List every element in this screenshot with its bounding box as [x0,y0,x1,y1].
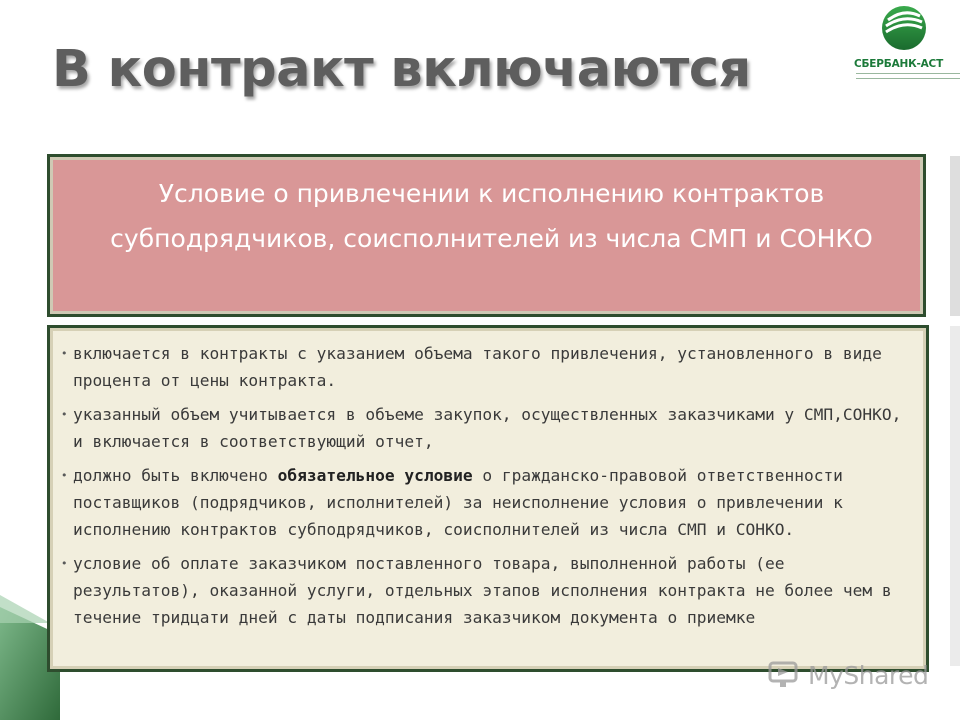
bullet-dot-icon: • [61,347,68,360]
watermark-text: MyShared [808,660,929,690]
myshared-logo-icon [768,660,802,690]
bullet-text: условие об оплате заказчиком поставленного товара, выполненной работы (ее результатов), оказанной услуги, отдельных этапов исполнения контракта не более чем в течение тридцати дней с даты подписания заказчиком документа о приемке [73,554,892,627]
condition-header-box [47,154,926,317]
condition-header-text: Условие о привлечении к исполнению контрактов субподрядчиков, соисполнителей из числа СМП и СОНКО [110,179,873,253]
bullet-list [58,340,916,638]
bullet-item [58,550,916,631]
logo-text: СБЕРБАНК-АСТ [854,58,944,70]
bullet-text: включается в контракты с указанием объема такого привлечения, установленного в виде процента от цены контракта. [73,344,882,390]
bullet-dot-icon: • [61,408,68,421]
sberbank-logo-icon [880,2,928,54]
logo-tagline-rule [856,73,960,79]
bullet-dot-icon: • [61,469,68,482]
myshared-watermark [768,657,928,693]
bullet-text: указанный объем учитывается в объеме закупок, осуществленных заказчиками у СМП,СОНКО, и включается в соответствующий отчет, [73,405,902,451]
bullet-text-pre: должно быть включено [73,466,278,485]
bullet-text-bold: обязательное условие [277,466,473,485]
sberbank-logo [848,2,960,82]
bullet-item [58,401,916,455]
bullet-text-post: о гражданско-правовой ответственности поставщиков (подрядчиков, исполнителей) за неисполнение условия о привлечении к исполнению контрактов субподрядчиков, соисполнителей из числа СМП и СОНКО. [73,466,843,539]
bullet-item [58,462,916,543]
conditions-details-box [47,325,929,672]
bullet-dot-icon: • [61,557,68,570]
side-strip [950,326,960,666]
side-strip [950,156,960,316]
slide-title: В контракт включаются [52,40,751,99]
bullet-item [58,340,916,394]
